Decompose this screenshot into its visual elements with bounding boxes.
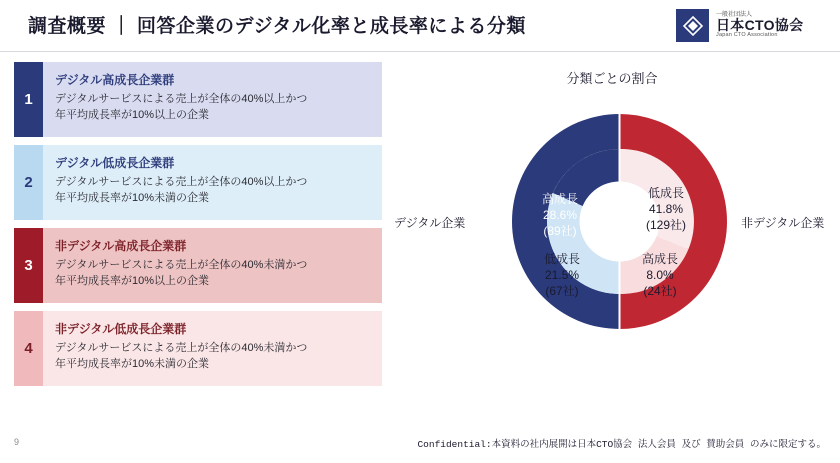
page-title: 調査概要 ｜ 回答企業のデジタル化率と成長率による分類 — [28, 16, 526, 37]
card-desc-line-2: 年平均成長率が10%以上の企業 — [55, 108, 210, 121]
list-item — [14, 311, 382, 386]
card-desc-line-1: デジタルサービスによる売上が全体の40%未満かつ — [55, 259, 308, 271]
donut-chart — [502, 104, 737, 339]
card-number-badge: 2 — [14, 145, 43, 220]
diamond-cto-icon — [676, 9, 709, 42]
segment-label-digital-high: 高成長 28.6% (89社) — [541, 192, 578, 238]
card-body — [43, 62, 382, 137]
category-card-list — [14, 62, 382, 394]
card-number-badge: 3 — [14, 228, 43, 303]
chart-label-digital: デジタル企業 — [394, 216, 466, 230]
organization-logo — [676, 7, 826, 44]
header-divider — [0, 51, 840, 52]
slide-header — [0, 0, 840, 52]
chart-title: 分類ごとの割合 — [566, 71, 658, 86]
card-title: 非デジタル低成長企業群 — [55, 322, 187, 336]
segment-label-digital-low: 低成長 21.5% (67社) — [543, 252, 580, 298]
chart-container — [392, 58, 832, 428]
chart-label-nondigital: 非デジタル企業 — [741, 216, 825, 230]
card-body — [43, 145, 382, 220]
logo-line-1: 一般社団法人 — [716, 12, 753, 19]
segment-label-nondigital-low: 低成長 41.8% (129社) — [645, 186, 686, 232]
logo-line-3: Japan CTO Association — [716, 32, 778, 39]
list-item — [14, 145, 382, 220]
list-item — [14, 62, 382, 137]
card-desc-line-2: 年平均成長率が10%未満の企業 — [55, 191, 210, 204]
card-desc-line-2: 年平均成長率が10%未満の企業 — [55, 357, 210, 370]
list-item — [14, 228, 382, 303]
segment-label-nondigital-high: 高成長 8.0% (24社) — [641, 252, 678, 298]
card-body — [43, 228, 382, 303]
card-title: デジタル低成長企業群 — [55, 156, 175, 170]
card-number-badge: 1 — [14, 62, 43, 137]
card-number-badge: 4 — [14, 311, 43, 386]
page-number: 9 — [14, 437, 20, 447]
card-desc-line-1: デジタルサービスによる売上が全体の40%以上かつ — [55, 93, 308, 105]
card-desc-line-1: デジタルサービスによる売上が全体の40%以上かつ — [55, 176, 308, 188]
card-title: 非デジタル高成長企業群 — [55, 239, 187, 253]
card-body — [43, 311, 382, 386]
card-desc-line-2: 年平均成長率が10%以上の企業 — [55, 274, 210, 287]
logo-line-2: 日本CTO協会 — [716, 17, 804, 34]
confidential-note: Confidential:本資料の社内展開は日本CTO協会 法人会員 及び 賛助会員 のみに限定する。 — [417, 439, 826, 450]
logo-text — [716, 12, 803, 39]
card-desc-line-1: デジタルサービスによる売上が全体の40%未満かつ — [55, 342, 308, 354]
card-title: デジタル高成長企業群 — [55, 73, 175, 87]
